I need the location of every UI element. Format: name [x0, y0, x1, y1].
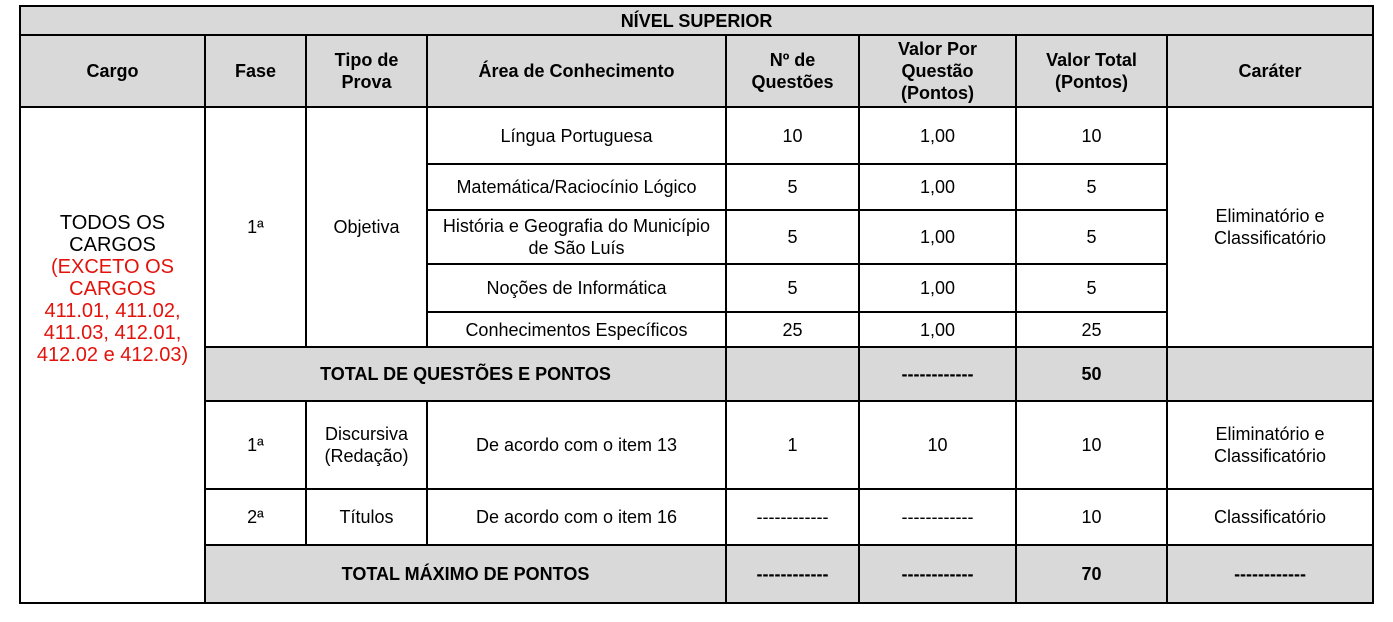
total-cell: 5 — [1016, 210, 1167, 264]
cargo-exception: (EXCETO OS CARGOS — [51, 256, 174, 300]
tipo-titulos: Títulos — [306, 489, 427, 545]
questoes-cell: 10 — [726, 107, 859, 164]
total-questoes-empty — [726, 347, 859, 401]
area-discursiva: De acordo com o item 13 — [427, 401, 726, 489]
header-carater: Caráter — [1167, 35, 1373, 107]
questoes-titulos: ------------ — [726, 489, 859, 545]
exam-table — [19, 5, 1374, 604]
area-titulos: De acordo com o item 16 — [427, 489, 726, 545]
total-questoes-total: 50 — [1016, 347, 1167, 401]
fase-objetiva: 1ª — [205, 107, 306, 347]
valor-cell: 1,00 — [859, 164, 1016, 210]
valor-discursiva: 10 — [859, 401, 1016, 489]
total-maximo-row — [20, 545, 1373, 603]
area-cell: Matemática/Raciocínio Lógico — [427, 164, 726, 210]
total-cell: 5 — [1016, 264, 1167, 312]
total-questoes-row — [20, 347, 1373, 401]
header-valor-total: Valor Total (Pontos) — [1016, 35, 1167, 107]
total-questoes-label: TOTAL DE QUESTÕES E PONTOS — [205, 347, 726, 401]
total-maximo-questoes: ------------ — [726, 545, 859, 603]
total-maximo-valor: ------------ — [859, 545, 1016, 603]
table-row — [20, 107, 1373, 164]
header-tipo-de-prova: Tipo de Prova — [306, 35, 427, 107]
questoes-cell: 25 — [726, 312, 859, 347]
total-discursiva: 10 — [1016, 401, 1167, 489]
area-cell: Noções de Informática — [427, 264, 726, 312]
total-maximo-total: 70 — [1016, 545, 1167, 603]
total-titulos: 10 — [1016, 489, 1167, 545]
header-n-questoes: Nº de Questões — [726, 35, 859, 107]
header-fase: Fase — [205, 35, 306, 107]
header-cargo: Cargo — [20, 35, 205, 107]
tipo-objetiva: Objetiva — [306, 107, 427, 347]
header-valor-por-questao: Valor Por Questão (Pontos) — [859, 35, 1016, 107]
carater-objetiva: Eliminatório e Classificatório — [1167, 107, 1373, 347]
discursiva-row — [20, 401, 1373, 489]
area-cell: Língua Portuguesa — [427, 107, 726, 164]
questoes-discursiva: 1 — [726, 401, 859, 489]
table-title: NÍVEL SUPERIOR — [20, 6, 1373, 35]
titulos-row — [20, 489, 1373, 545]
cargo-exception-list: 411.01, 411.02, 411.03, 412.01, 412.02 e 412.03) — [36, 300, 189, 366]
total-questoes-carater — [1167, 347, 1373, 401]
total-cell: 25 — [1016, 312, 1167, 347]
total-questoes-valor: ------------ — [859, 347, 1016, 401]
questoes-cell: 5 — [726, 264, 859, 312]
valor-cell: 1,00 — [859, 210, 1016, 264]
valor-cell: 1,00 — [859, 107, 1016, 164]
questoes-cell: 5 — [726, 164, 859, 210]
total-cell: 5 — [1016, 164, 1167, 210]
header-area: Área de Conhecimento — [427, 35, 726, 107]
carater-discursiva: Eliminatório e Classificatório — [1167, 401, 1373, 489]
area-cell: Conhecimentos Específicos — [427, 312, 726, 347]
fase-discursiva: 1ª — [205, 401, 306, 489]
fase-titulos: 2ª — [205, 489, 306, 545]
valor-cell: 1,00 — [859, 264, 1016, 312]
valor-titulos: ------------ — [859, 489, 1016, 545]
cargo-line1: TODOS OS CARGOS — [59, 212, 166, 256]
carater-titulos: Classificatório — [1167, 489, 1373, 545]
tipo-discursiva: Discursiva (Redação) — [306, 401, 427, 489]
area-cell: História e Geografia do Município de São Luís — [427, 210, 726, 264]
total-maximo-carater: ------------ — [1167, 545, 1373, 603]
cargo-cell — [20, 107, 205, 603]
valor-cell: 1,00 — [859, 312, 1016, 347]
total-maximo-label: TOTAL MÁXIMO DE PONTOS — [205, 545, 726, 603]
questoes-cell: 5 — [726, 210, 859, 264]
total-cell: 10 — [1016, 107, 1167, 164]
